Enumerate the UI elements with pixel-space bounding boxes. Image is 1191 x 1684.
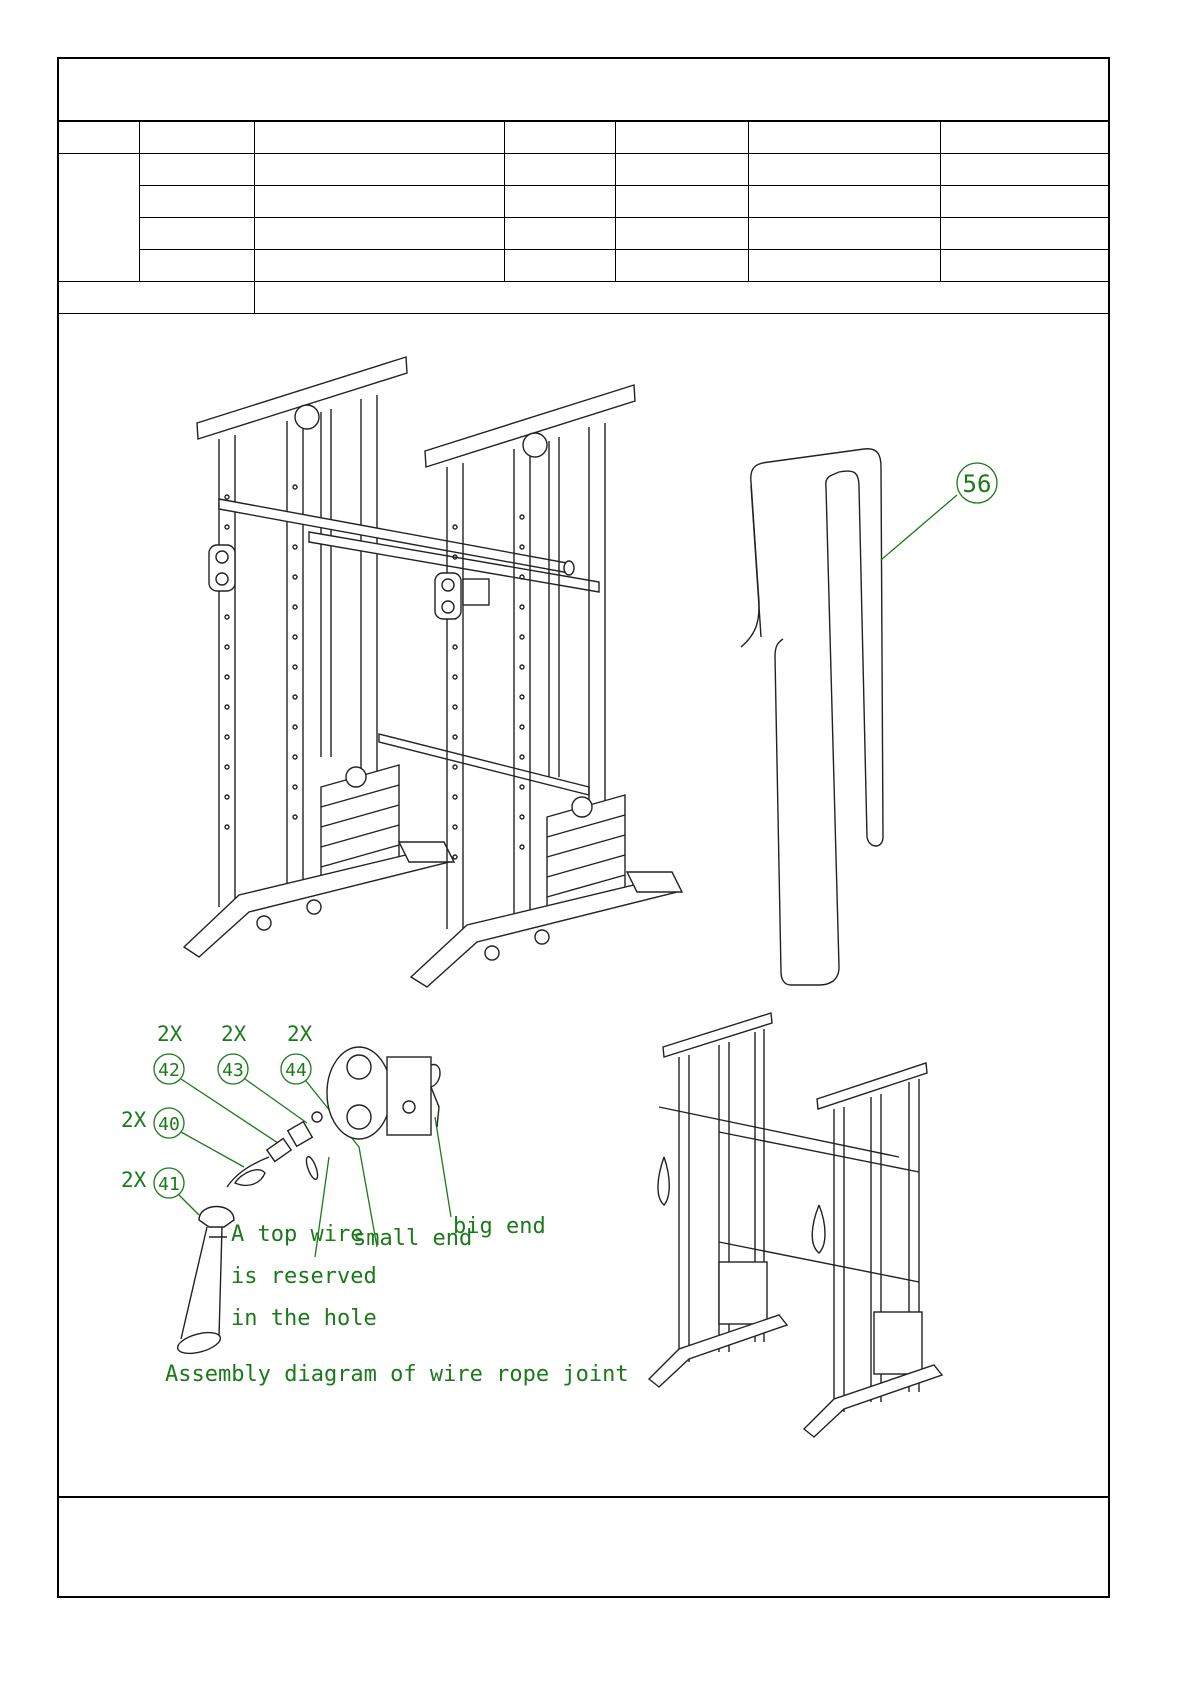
joint-diagram-caption: Assembly diagram of wire rope joint	[165, 1362, 629, 1387]
table-row	[59, 250, 1108, 282]
callout-41: 41	[158, 1174, 180, 1195]
diagram-canvas	[59, 317, 1108, 1500]
table-cell	[940, 154, 1108, 186]
table-cell	[504, 250, 615, 282]
table-cell	[139, 250, 254, 282]
qty-42: 2X	[157, 1022, 183, 1046]
table-row	[59, 122, 1108, 154]
table-cell	[748, 122, 940, 154]
table-cell	[139, 122, 254, 154]
table-cell	[940, 250, 1108, 282]
callout-42: 42	[158, 1060, 180, 1081]
callout-40: 40	[158, 1114, 180, 1135]
callout-44: 44	[285, 1060, 307, 1081]
top-wire-note-line1: A top wire	[231, 1222, 364, 1247]
assembled-machine-illustration	[649, 1013, 942, 1437]
table-cell	[748, 218, 940, 250]
adjustment-holes	[225, 485, 297, 829]
cable-part-56	[741, 449, 997, 985]
document-frame	[57, 57, 1110, 1598]
table-cell	[254, 282, 1108, 314]
title-block	[59, 59, 1108, 122]
table-cell	[615, 218, 748, 250]
callout-56: 56	[962, 470, 992, 498]
table-cell	[59, 122, 139, 154]
table-cell	[59, 154, 139, 282]
table-cell	[139, 218, 254, 250]
top-wire-note-line2: is reserved	[231, 1264, 377, 1289]
table-cell	[254, 186, 504, 218]
table-cell	[139, 186, 254, 218]
table-cell	[254, 218, 504, 250]
table-cell	[940, 122, 1108, 154]
table-cell	[254, 250, 504, 282]
table-row	[59, 218, 1108, 250]
table-cell	[615, 154, 748, 186]
table-cell	[615, 186, 748, 218]
table-cell	[504, 122, 615, 154]
big-end-label: big end	[453, 1214, 546, 1239]
table-cell	[748, 186, 940, 218]
table-cell	[254, 154, 504, 186]
table-cell	[940, 186, 1108, 218]
wire-rope-joint-detail	[121, 1022, 629, 1387]
table-cell	[59, 282, 254, 314]
callout-43: 43	[222, 1060, 244, 1081]
table-row	[59, 186, 1108, 218]
table-cell	[748, 154, 940, 186]
qty-43: 2X	[221, 1022, 247, 1046]
spec-table	[59, 122, 1108, 314]
table-cell	[940, 218, 1108, 250]
table-row	[59, 282, 1108, 314]
qty-41: 2X	[121, 1168, 147, 1192]
table-cell	[615, 250, 748, 282]
table-row	[59, 154, 1108, 186]
machine-frame-illustration	[184, 357, 682, 987]
table-cell	[748, 250, 940, 282]
table-cell	[504, 154, 615, 186]
assembly-diagram	[59, 317, 1108, 1500]
top-wire-note-line3: in the hole	[231, 1306, 377, 1331]
small-end-label: small end	[353, 1226, 473, 1251]
table-cell	[504, 186, 615, 218]
table-cell	[504, 218, 615, 250]
table-cell	[254, 122, 504, 154]
table-cell	[139, 154, 254, 186]
qty-40: 2X	[121, 1108, 147, 1132]
qty-44: 2X	[287, 1022, 313, 1046]
table-cell	[615, 122, 748, 154]
footer-block	[59, 1496, 1108, 1596]
